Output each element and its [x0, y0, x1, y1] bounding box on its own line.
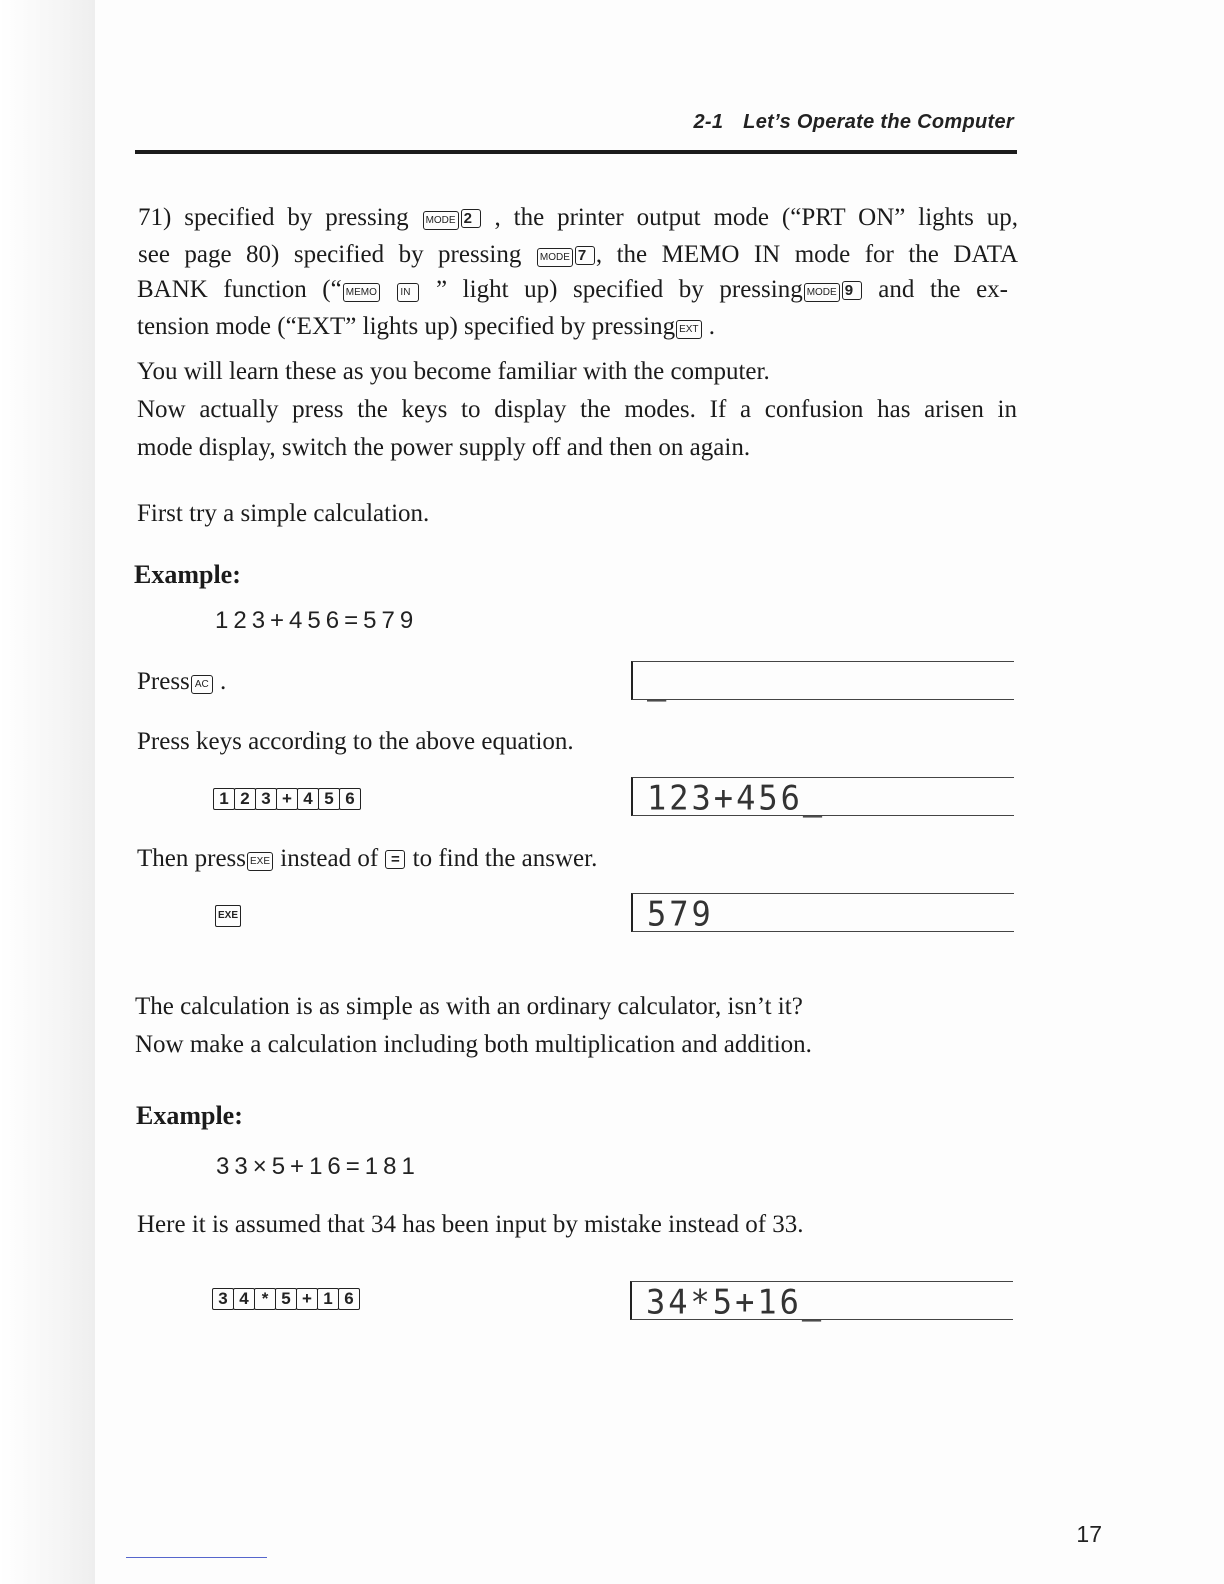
lcd-display-mistake — [630, 1281, 1013, 1320]
example-1-keys — [213, 788, 360, 810]
text: tension mode (“EXT” lights up) specified by pressing — [137, 313, 676, 340]
text: BANK function (“ — [137, 276, 342, 303]
press-ac-line — [137, 663, 226, 700]
key-7: 7 — [575, 246, 595, 265]
text: 71) specified by pressing — [138, 204, 409, 231]
key-plus: + — [296, 1288, 318, 1310]
para-now-2: mode display, switch the power supply off and then on again. — [137, 434, 751, 461]
key-9: 9 — [842, 281, 862, 300]
lcd-display-result — [631, 893, 1014, 932]
mode-key: MODE — [423, 211, 459, 230]
para-simple: The calculation is as simple as with an ordinary calculator, isn’t it? — [135, 993, 803, 1020]
para-mult: Now make a calculation including both multiplication and addition. — [135, 1031, 812, 1058]
page-number: 17 — [1076, 1521, 1102, 1547]
text: . — [220, 668, 227, 695]
text: Press — [137, 668, 190, 695]
text: . — [708, 313, 716, 340]
lcd-display-equation — [631, 777, 1014, 816]
intro-line-3 — [137, 271, 1008, 308]
key-plus: + — [276, 788, 298, 810]
lcd-text: 34*5+16_ — [646, 1282, 825, 1322]
para-now-1: Now actually press the keys to display the modes. If a confusion has arisen in — [137, 396, 1017, 423]
example-1-equation: 123+456=579 — [215, 607, 419, 634]
exe-key: EXE — [247, 852, 273, 871]
header-rule — [135, 150, 1017, 154]
mistake-line: Here it is assumed that 34 has been input by mistake instead of 33. — [137, 1211, 804, 1238]
para-learn: You will learn these as you become familiar with the computer. — [137, 358, 770, 385]
key-2: 2 — [234, 788, 256, 810]
lcd-display-ac — [631, 661, 1014, 700]
text: , the MEMO IN mode for the DATA — [595, 241, 1019, 268]
intro-line-2 — [138, 236, 1018, 273]
example-2-label: Example: — [136, 1101, 243, 1130]
exe-key-row — [215, 905, 240, 927]
key-4: 4 — [297, 788, 319, 810]
key-multiply: * — [254, 1288, 276, 1310]
text: and the ex- — [878, 276, 1008, 303]
key-6: 6 — [338, 1288, 360, 1310]
example-2-equation: 33×5+16=181 — [216, 1153, 420, 1180]
key-5: 5 — [275, 1288, 297, 1310]
example-2-keys — [212, 1288, 359, 1310]
equals-key: = — [385, 850, 405, 869]
key-3: 3 — [212, 1288, 234, 1310]
in-key: IN — [397, 283, 419, 302]
lcd-text: 579 — [647, 894, 714, 934]
text: Then press — [137, 845, 246, 872]
key-6: 6 — [339, 788, 361, 810]
text: to find the answer. — [412, 845, 598, 872]
then-press-line — [137, 840, 597, 877]
intro-line-4 — [137, 308, 715, 345]
text: instead of — [280, 845, 379, 872]
key-1: 1 — [213, 788, 235, 810]
text: , the printer output mode (“PRT ON” lights up, — [494, 204, 1019, 231]
key-3: 3 — [255, 788, 277, 810]
intro-line-1 — [138, 199, 1018, 236]
memo-key: MEMO — [343, 283, 380, 302]
press-keys-line: Press keys according to the above equation. — [137, 728, 574, 755]
section-title: Let’s Operate the Computer — [743, 111, 1014, 133]
key-4: 4 — [233, 1288, 255, 1310]
text: ” light up) specified by pressing — [436, 276, 803, 303]
key-5: 5 — [318, 788, 340, 810]
key-2: 2 — [461, 209, 481, 228]
para-first: First try a simple calculation. — [137, 500, 430, 527]
lcd-text: 123+456_ — [647, 778, 826, 818]
ext-key: EXT — [676, 320, 701, 339]
example-1-label: Example: — [134, 560, 241, 589]
page-edge-shade — [0, 0, 95, 1584]
mode-key: MODE — [804, 283, 840, 302]
lcd-text: _ — [647, 662, 670, 702]
text: see page 80) specified by pressing — [138, 241, 522, 268]
running-header — [694, 111, 1015, 134]
ac-key: AC — [191, 675, 213, 694]
key-1: 1 — [317, 1288, 339, 1310]
footer-mark — [126, 1557, 267, 1558]
section-number: 2-1 — [693, 111, 724, 133]
exe-key: EXE — [215, 905, 241, 927]
mode-key: MODE — [537, 248, 573, 267]
